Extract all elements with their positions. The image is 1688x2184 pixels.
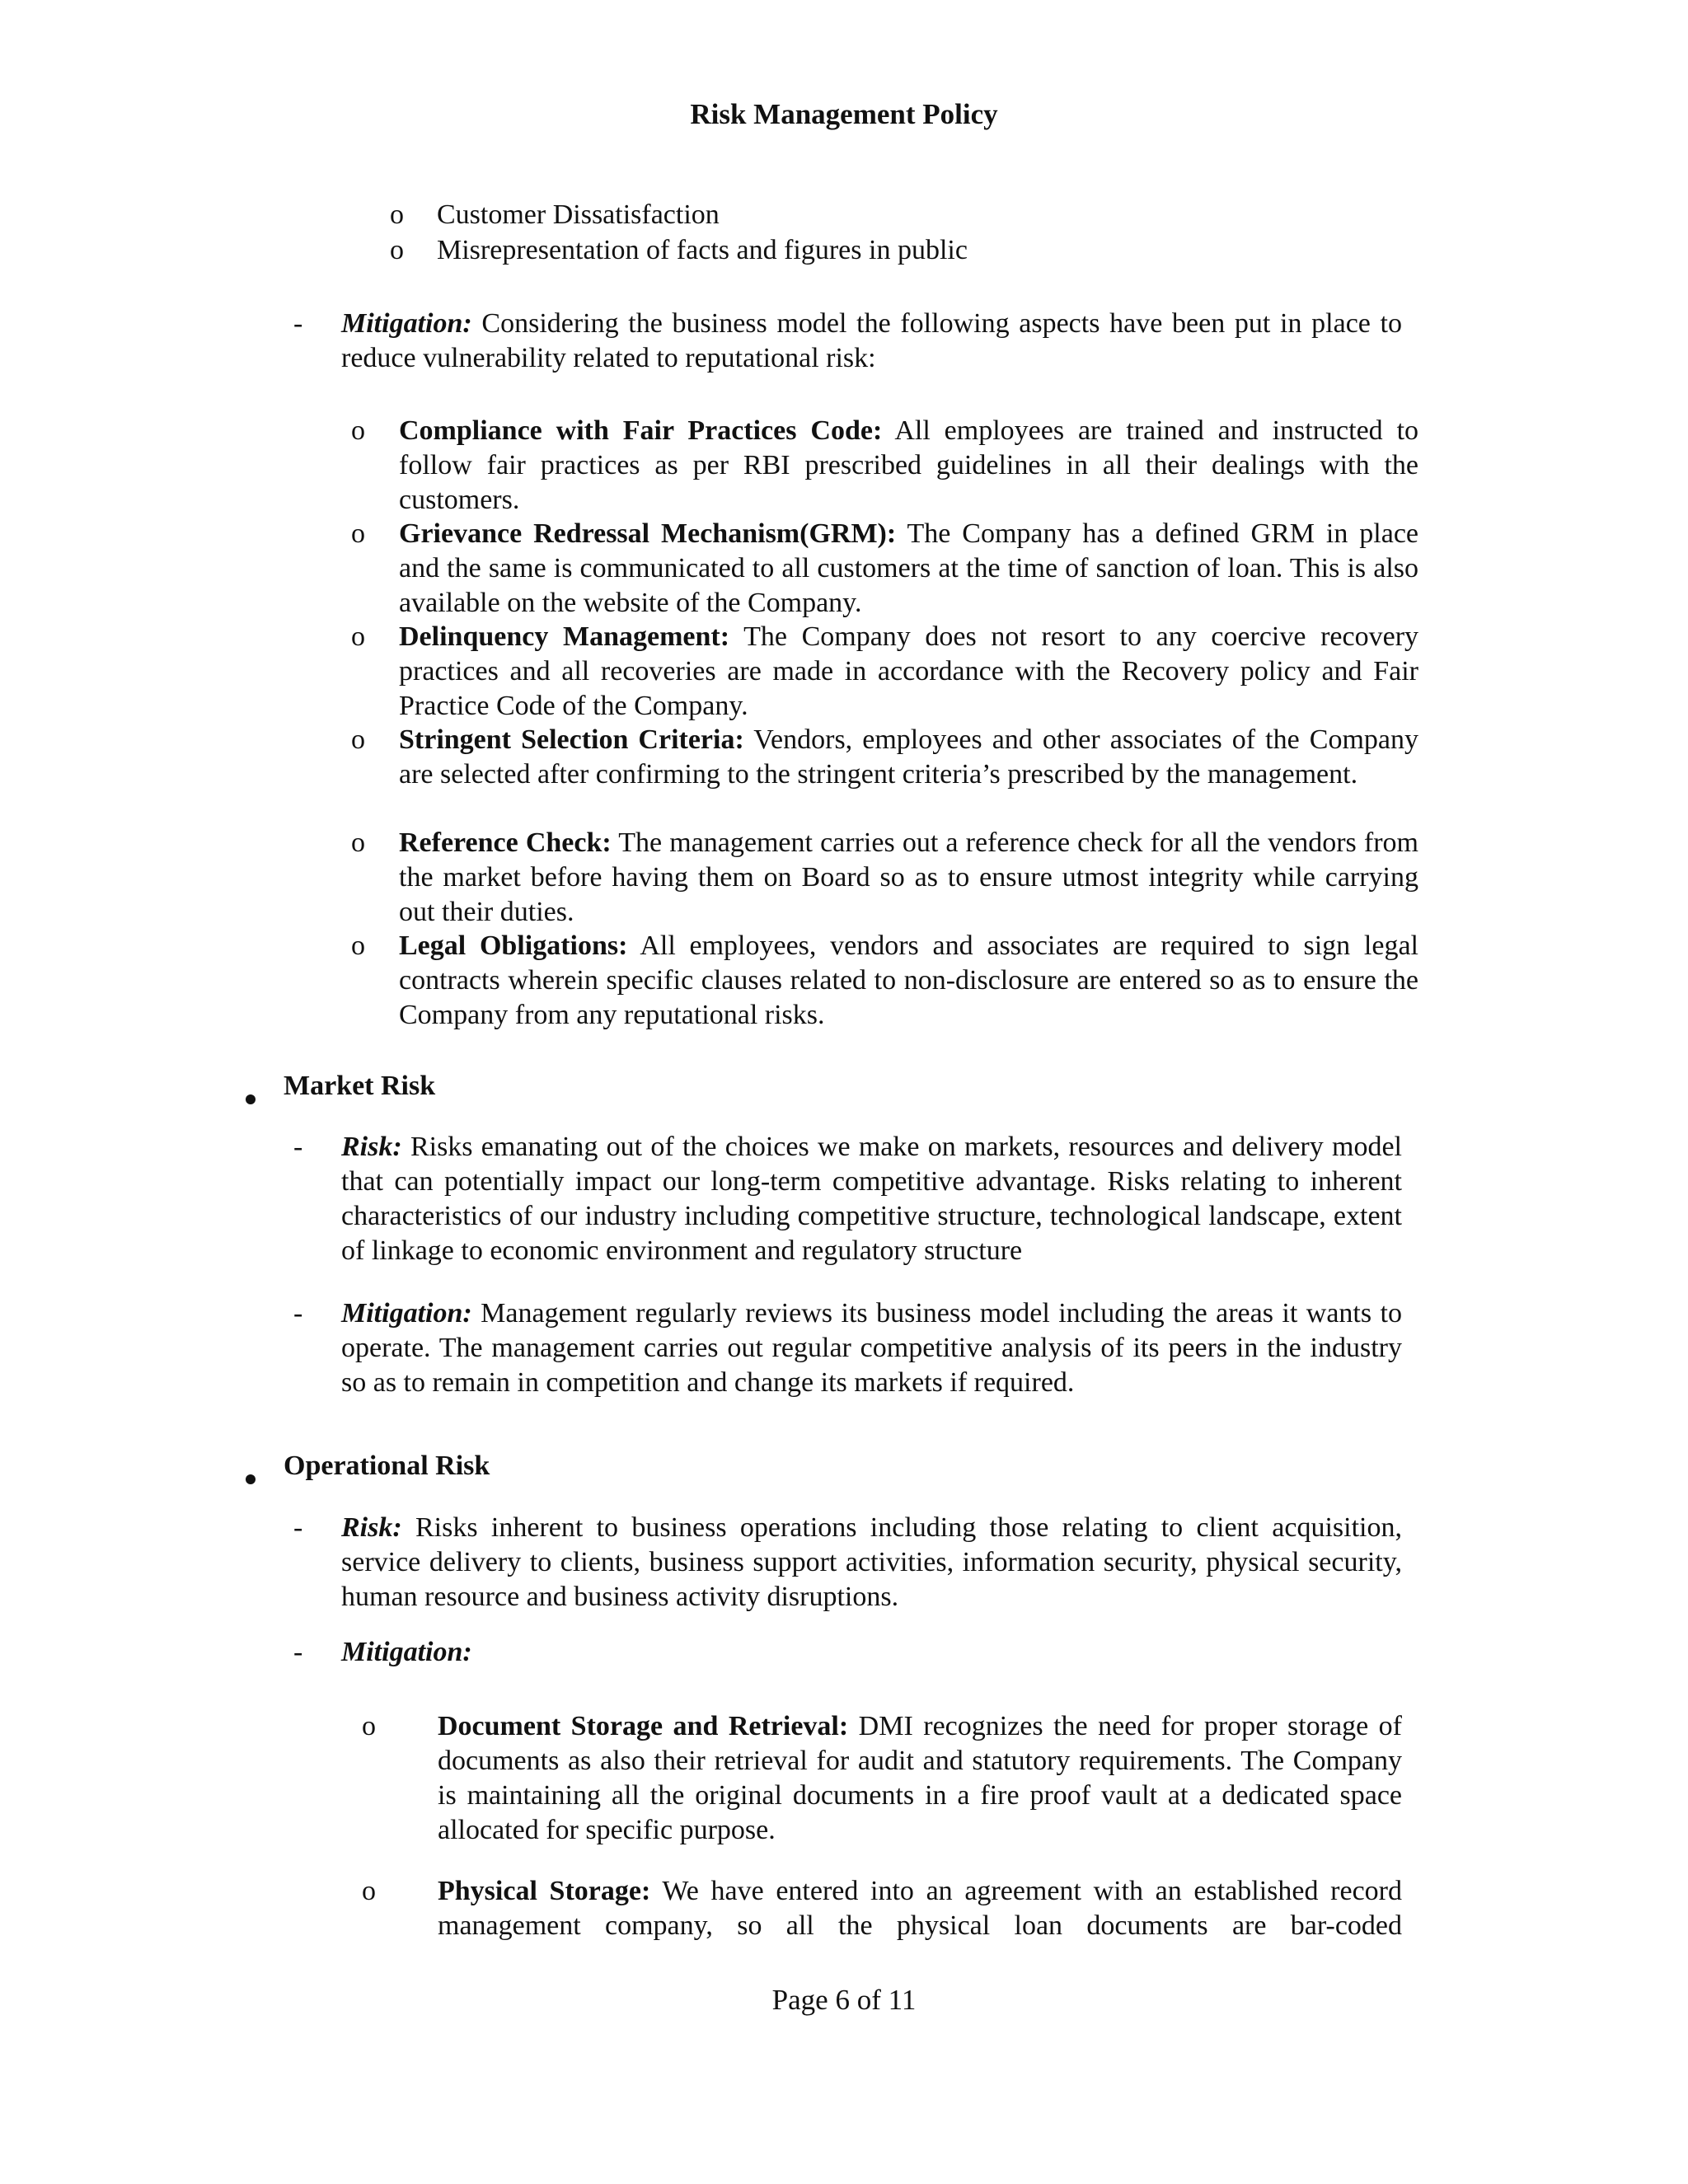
item-text: The Company does not resort to any coercive recovery practices and all recoveries are made in accordance with the Recovery policy and Fair Practice Code of the Company. (399, 621, 1419, 721)
mitigation-label: Mitigation: (341, 308, 472, 339)
list-item: Misrepresentation of facts and figures in public (437, 235, 968, 265)
circle-marker: o (351, 724, 365, 755)
mitigation-paragraph (341, 1296, 1402, 1400)
risk-label: Risk: (341, 1132, 402, 1162)
circle-marker: o (351, 415, 365, 446)
mitigation-label: Mitigation: (341, 1298, 472, 1329)
dash-marker: - (293, 1637, 303, 1667)
list-item (399, 723, 1418, 792)
circle-marker: o (351, 621, 365, 652)
list-item (399, 929, 1418, 1033)
list-item (438, 1709, 1402, 1848)
risk-text: Risks inherent to business operations including those relating to client acquisition, service delivery to clients, business support activities, information security, physical security, human resource and business activity disruptions. (341, 1512, 1403, 1612)
mitigation-label: Mitigation: (341, 1637, 472, 1667)
risk-paragraph (341, 1511, 1402, 1615)
item-text: Vendors, employees and other associates of the Company are selected after confirming to the stringent criteria’s prescribed by the management. (399, 724, 1418, 790)
list-item (438, 1874, 1402, 1943)
item-label: Legal Obligations: (399, 930, 628, 961)
page-number: Page 6 of 11 (771, 1984, 917, 2016)
section-heading-operational-risk: Operational Risk (284, 1451, 490, 1481)
circle-marker: o (362, 1876, 376, 1906)
item-label: Physical Storage: (438, 1876, 651, 1906)
list-item (399, 414, 1418, 518)
bullet-icon (246, 1079, 256, 1113)
dash-marker: - (293, 1512, 303, 1543)
item-text: The management carries out a reference check for all the vendors from the market before having them on Board so as to ensure utmost integrity while carrying out their duties. (399, 827, 1419, 927)
list-item (399, 620, 1418, 724)
circle-marker: o (390, 235, 404, 265)
item-text: The Company has a defined GRM in place and the same is communicated to all customers at the time of sanction of loan. This is also available on the website of the Company. (399, 518, 1418, 618)
item-label: Stringent Selection Criteria: (399, 724, 744, 755)
mitigation-paragraph (341, 1635, 1402, 1670)
circle-marker: o (351, 827, 365, 858)
mitigation-text: Considering the business model the following aspects have been put in place to reduce vulnerability related to reputational risk: (341, 308, 1403, 373)
risk-paragraph (341, 1130, 1402, 1268)
dash-marker: - (293, 1132, 303, 1162)
circle-marker: o (390, 199, 404, 230)
section-heading-market-risk: Market Risk (284, 1071, 436, 1101)
item-text: We have entered into an agreement with an established record management company, so all the physical loan documents are bar-coded (438, 1876, 1402, 1941)
risk-text: Risks emanating out of the choices we make on markets, resources and delivery model that can potentially impact our long-term competitive advantage. Risks relating to inherent characteristics of our industry including competitive structure, technological landscape, extent of linkage to economic environment and regulatory structure (341, 1132, 1402, 1266)
item-label: Reference Check: (399, 827, 612, 858)
item-label: Compliance with Fair Practices Code: (399, 415, 883, 446)
dash-marker: - (293, 1298, 303, 1329)
item-text: All employees are trained and instructed to follow fair practices as per RBI prescribed guidelines in all their dealings with the customers. (399, 415, 1419, 515)
dash-marker: - (293, 308, 303, 339)
circle-marker: o (351, 518, 365, 549)
risk-label: Risk: (341, 1512, 402, 1543)
mitigation-text: Management regularly reviews its business model including the areas it wants to operate. The management carries out regular competitive analysis of its peers in the industry so as to remain in competition and change its markets if required. (341, 1298, 1403, 1398)
item-text: All employees, vendors and associates are required to sign legal contracts wherein specific clauses related to non-disclosure are entered so as to ensure the Company from any reputational risks. (399, 930, 1418, 1030)
page-title: Risk Management Policy (690, 98, 998, 130)
circle-marker: o (351, 930, 365, 961)
circle-marker: o (362, 1711, 376, 1741)
list-item (399, 517, 1418, 621)
list-item (399, 826, 1418, 930)
item-label: Delinquency Management: (399, 621, 730, 652)
item-label: Grievance Redressal Mechanism(GRM): (399, 518, 897, 549)
list-item: Customer Dissatisfaction (437, 199, 720, 230)
mitigation-paragraph (341, 307, 1402, 376)
bullet-icon (246, 1459, 256, 1493)
item-text: DMI recognizes the need for proper storage of documents as also their retrieval for audit and statutory requirements. The Company is maintaining all the original documents in a fire proof vault at a dedicated space allocated for specific purpose. (438, 1711, 1403, 1845)
item-label: Document Storage and Retrieval: (438, 1711, 849, 1741)
